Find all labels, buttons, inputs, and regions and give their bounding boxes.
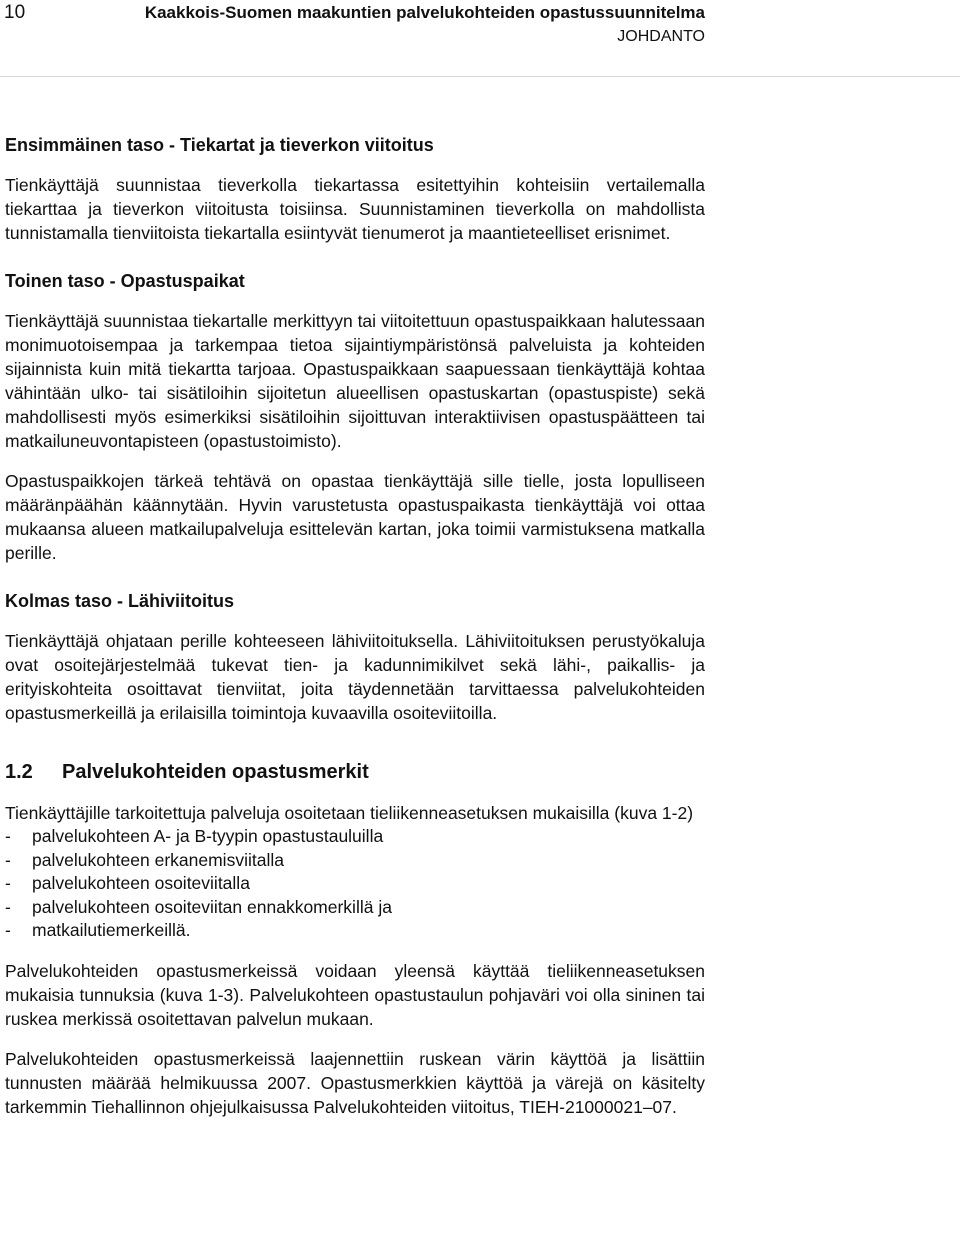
document-title: Kaakkois-Suomen maakuntien palvelukohteiden opastussuunnitelma — [144, 3, 705, 22]
spacer — [5, 293, 705, 309]
paragraph-sign-colours: Palvelukohteiden opastusmerkeissä laajennettiin ruskean värin käyttöä ja lisättiin tunnusten määrää helmikuussa 2007. Opastusmerkkien käyttöä ja värejä on käsitelty tarkemmin Tiehallinnon ohjejulkaisussa Palvelukohteiden viitoitus, TIEH-21000021–07. — [5, 1048, 705, 1117]
list-item-text: matkailutiemerkeillä. — [32, 920, 191, 940]
spacer — [5, 725, 705, 759]
dash-bullet: - — [5, 896, 11, 917]
chapter-heading — [5, 759, 705, 785]
paragraph-first-level: Tienkäyttäjä suunnistaa tieverkolla tiekartassa esitettyihin kohteisiin vertailemalla tiekarttaa ja tieverkon viitoitusta toisiinsa. Suunnistaminen tieverkolla on mahdollista tunnistamalla tienviitoista tiekartalla esiintyvät tienumerot ja maantieteelliset erisnimet. — [5, 175, 705, 243]
spacer — [5, 1031, 705, 1047]
list-item — [5, 872, 705, 896]
chapter-number: 1.2 — [5, 761, 33, 783]
section-heading-first-level: Ensimmäinen taso - Tiekartat ja tieverkon viitoitus — [5, 135, 434, 155]
spacer — [5, 157, 705, 173]
page-header — [0, 0, 960, 77]
section-heading-third-level: Kolmas taso - Lähiviitoitus — [5, 591, 235, 611]
section-heading-second-level: Toinen taso - Opastuspaikat — [5, 271, 245, 291]
page-content — [5, 133, 705, 1119]
paragraph-second-level-1: Tienkäyttäjä suunnistaa tiekartalle merkittyyn tai viitoitettuun opastuspaikkaan halutessaan monimuotoisempaa ja tarkempaa tietoa sijaintiympäristönsä palveluista ja kohteiden sijainnista kuin mitä tiekartta tarjoaa. Opastuspaikkaan saapuessaan tienkäyttäjä kohtaa vähintään ulko- tai sisätiloihin sijoitetun alueellisen opastuskartan (opastuspiste) sekä mahdollisesti myös esimerkiksi sisätiloihin sijoittuvan interaktiivisen opastuspäätteen tai matkailuneuvontapisteen (opastustoimisto). — [5, 311, 705, 451]
dash-bullet: - — [5, 826, 11, 846]
spacer — [5, 943, 705, 959]
paragraph-second-level-2: Opastuspaikkojen tärkeä tehtävä on opastaa tienkäyttäjä sille tielle, josta lopulliseen määränpäähän käännytään. Hyvin varustetusta opastuspaikasta tienkäyttäjä voi ottaa mukaansa alueen matkailupalveluja esittelevän kartan, joka toimii varmistuksena matkalla perille. — [5, 471, 705, 563]
spacer — [5, 785, 705, 801]
dash-bullet: - — [5, 873, 11, 893]
list-item-text: palvelukohteen osoiteviitan ennakkomerkillä ja — [32, 896, 392, 917]
spacer — [5, 613, 705, 629]
section-name: JOHDANTO — [617, 28, 705, 45]
list-item — [5, 919, 705, 943]
paragraph-signs-intro: Tienkäyttäjille tarkoitettuja palveluja osoitetaan tieliikenneasetuksen mukaisilla (kuva 1-2) — [5, 803, 694, 823]
chapter-title: Palvelukohteiden opastusmerkit — [62, 761, 369, 783]
list-item-text: palvelukohteen osoiteviitalla — [32, 873, 250, 893]
paragraph-third-level: Tienkäyttäjä ohjataan perille kohteeseen lähiviitoituksella. Lähiviitoituksen perustyökaluja ovat osoitejärjestelmää tukevat tien- ja kadunnimikilvet sekä lähi-, paikallis- ja erityiskohteita osoittavat tienviitat, joita täydennetään tarvittaessa palvelukohteiden opastusmerkeillä ja erilaisilla toimintoja kuvaavilla osoiteviitoilla. — [5, 631, 705, 723]
paragraph-sign-symbols: Palvelukohteiden opastusmerkeissä voidaan yleensä käyttää tieliikenneasetuksen mukaisia tunnuksia (kuva 1-3). Palvelukohteen opastustaulun pohjaväri voi olla sininen tai ruskea merkissä osoitettavan palvelun mukaan. — [5, 960, 705, 1029]
dash-bullet: - — [5, 849, 11, 870]
list-item — [5, 849, 705, 873]
list-item-text: palvelukohteen erkanemisviitalla — [32, 849, 284, 870]
list-item — [5, 825, 705, 849]
spacer — [5, 245, 705, 269]
list-item-text: palvelukohteen A- ja B-tyypin opastustauluilla — [32, 826, 384, 846]
sign-type-list — [5, 825, 705, 943]
list-item — [5, 896, 705, 920]
spacer — [5, 453, 705, 469]
spacer — [5, 565, 705, 589]
page-number: 10 — [4, 2, 26, 23]
dash-bullet: - — [5, 920, 11, 940]
